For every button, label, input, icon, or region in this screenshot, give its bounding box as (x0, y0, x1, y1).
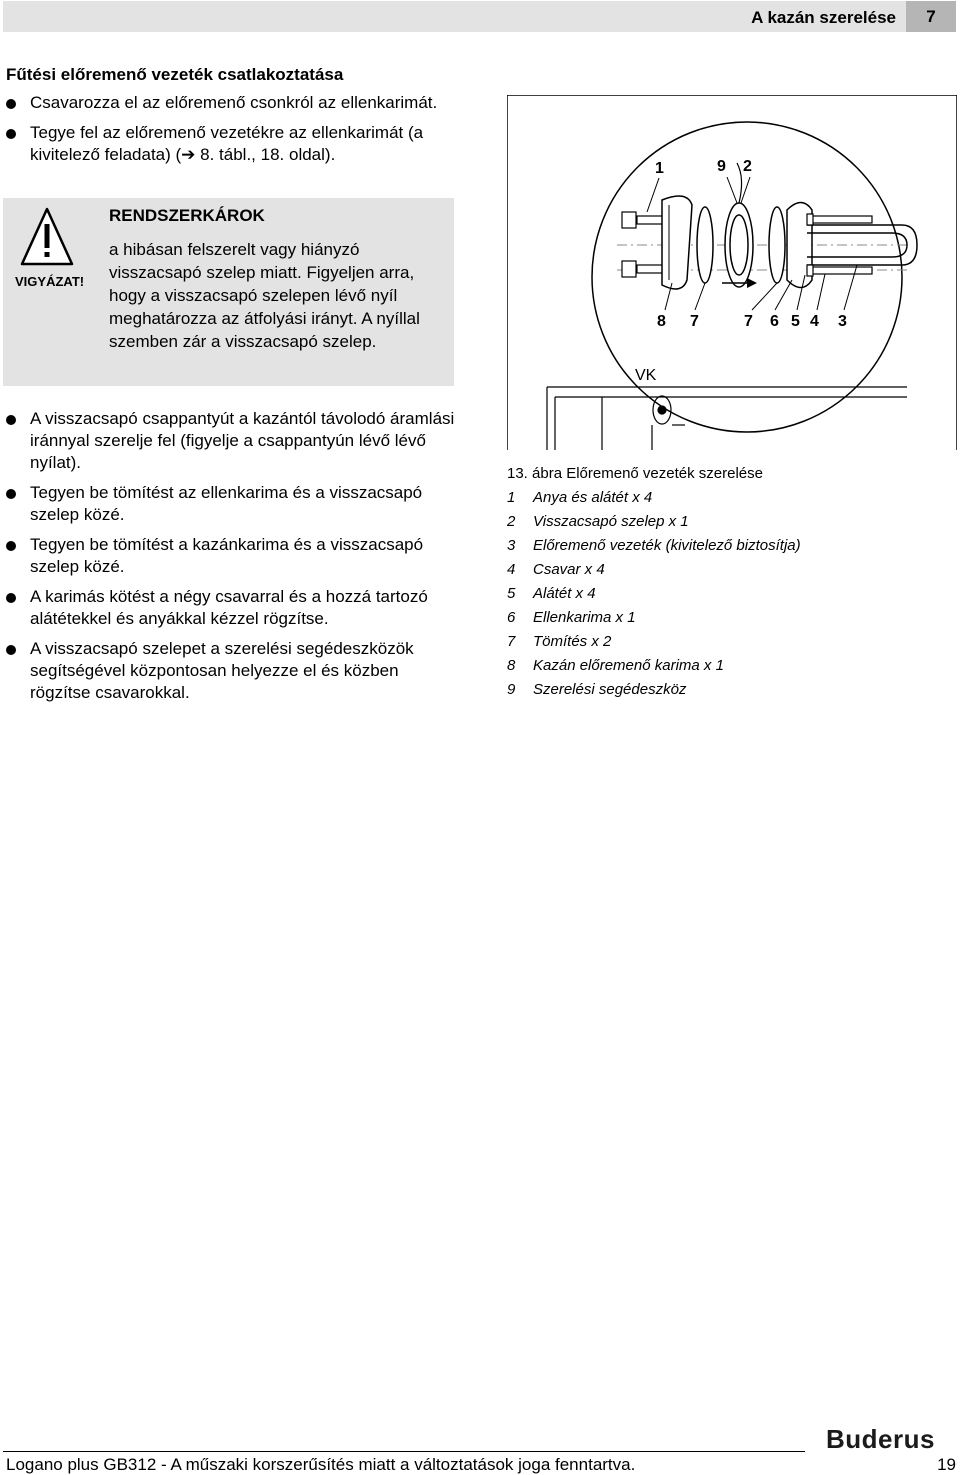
list-item: Tegyen be tömítést a kazánkarima és a visszacsapó szelep közé. (6, 534, 461, 578)
list-item: Tegye fel az előremenő vezetékre az ellenkarimát (a kivitelező feladata) (➔ 8. tábl., 18. oldal). (6, 122, 461, 166)
bullet-dot-icon (6, 129, 16, 139)
callout-label: 6 (770, 313, 779, 330)
warning-label: VIGYÁZAT! (15, 274, 85, 289)
chapter-number: 7 (906, 1, 956, 32)
list-item: A visszacsapó szelepet a szerelési segédeszközök segítségével központosan helyezze el és közben rögzítse csavarokkal. (6, 638, 461, 704)
legend-item: 4 Csavar x 4 (507, 561, 605, 578)
buderus-logo: Buderus (826, 1424, 935, 1454)
bullet-dot-icon (6, 645, 16, 655)
legend-item: 1 Anya és alátét x 4 (507, 489, 653, 506)
page-number: 19 (937, 1455, 956, 1474)
section-heading: Fűtési előremenő vezeték csatlakoztatása (6, 65, 344, 84)
warning-text: a hibásan felszerelt vagy hiányzó visszacsapó szelep miatt. Figyeljen arra, hogy a visszacsapó szelepen lévő nyíl meghatározza az átfolyási irányt. A nyíllal szemben zár a visszacsapó szelep. (109, 240, 420, 351)
valve-assembly-drawing (507, 95, 957, 450)
bullet-list-bottom (6, 408, 461, 712)
list-item: A visszacsapó csappantyút a kazántól távolodó áramlási iránnyal szerelje fel (figyelje a csappantyún lévő lévő nyílat). (6, 408, 461, 474)
list-item: Csavarozza el az előremenő csonkról az ellenkarimát. (6, 92, 461, 114)
legend-item: 7 Tömítés x 2 (507, 633, 612, 650)
warning-title: RENDSZERKÁROK (109, 206, 265, 225)
bullet-dot-icon (6, 415, 16, 425)
figure-caption: 13. ábra Előremenő vezeték szerelése (507, 465, 763, 482)
figure-legend (507, 486, 801, 702)
callout-label: 7 (690, 313, 699, 330)
bullet-dot-icon (6, 489, 16, 499)
vk-label: VK (635, 367, 657, 384)
bullet-list-top (6, 92, 461, 174)
bullet-dot-icon (6, 541, 16, 551)
callout-label: 8 (657, 313, 666, 330)
callout-label: 3 (838, 313, 847, 330)
legend-item: 6 Ellenkarima x 1 (507, 609, 636, 626)
legend-item: 9 Szerelési segédeszköz (507, 681, 687, 698)
warning-triangle-icon (19, 206, 75, 268)
callout-label: 5 (791, 313, 800, 330)
bullet-dot-icon (6, 99, 16, 109)
legend-item: 3 Előremenő vezeték (kivitelező biztosítja) (507, 537, 801, 554)
callout-label: 4 (810, 313, 819, 330)
footer-text: Logano plus GB312 - A műszaki korszerűsítés miatt a változtatások joga fenntartva. (6, 1455, 636, 1474)
list-item: Tegyen be tömítést az ellenkarima és a visszacsapó szelep közé. (6, 482, 461, 526)
legend-item: 2 Visszacsapó szelep x 1 (507, 513, 689, 530)
footer-divider (3, 1451, 805, 1452)
warning-box (3, 198, 454, 386)
list-item: A karimás kötést a négy csavarral és a hozzá tartozó alátétekkel és anyákkal kézzel rögzítse. (6, 586, 461, 630)
callout-label: 7 (744, 313, 753, 330)
callout-label: 2 (743, 158, 752, 175)
header-title: A kazán szerelése (751, 8, 896, 27)
callout-label: 1 (655, 160, 664, 177)
page-header (3, 1, 956, 32)
bullet-dot-icon (6, 593, 16, 603)
callout-label: 9 (717, 158, 726, 175)
legend-item: 5 Alátét x 4 (507, 585, 596, 602)
legend-item: 8 Kazán előremenő karima x 1 (507, 657, 724, 674)
